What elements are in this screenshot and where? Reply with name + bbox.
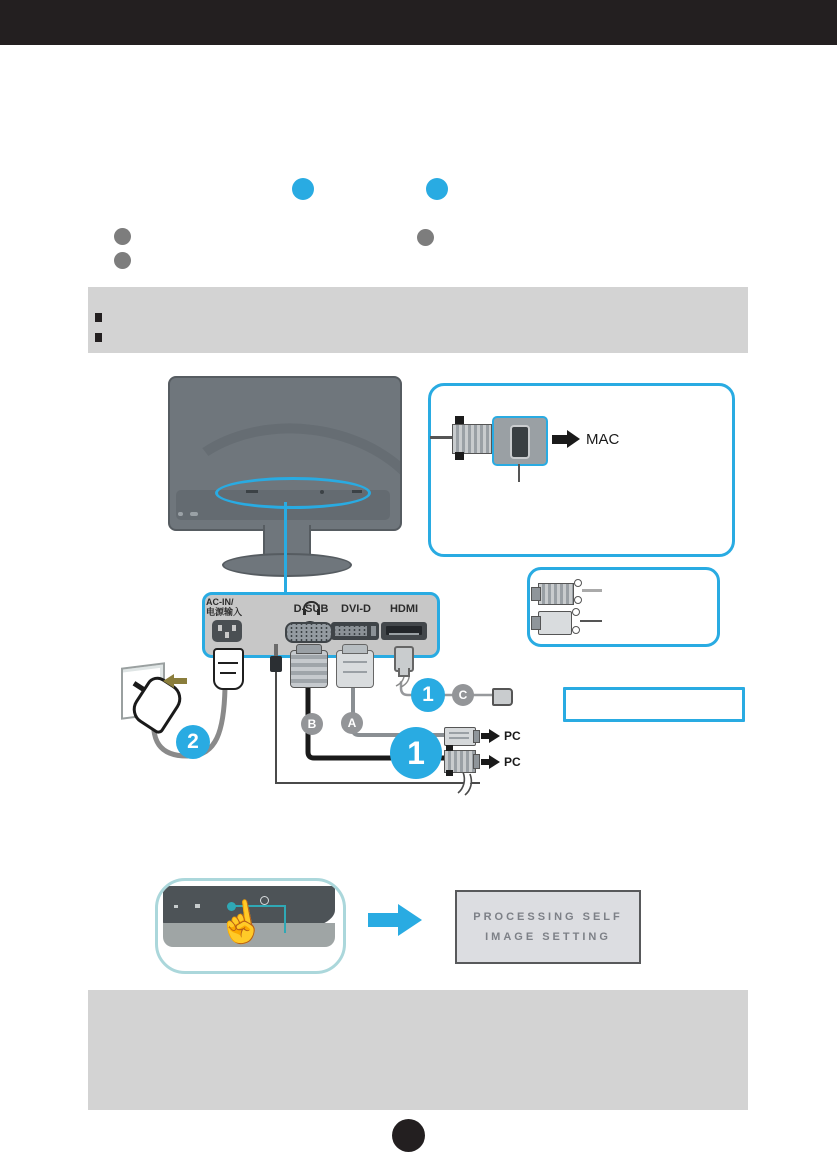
pc-arrow-dvi-rect (481, 733, 490, 739)
port-highlight-ellipse (215, 477, 371, 509)
step-dot-cyan-2 (426, 178, 448, 200)
monitor-button-mark-1 (178, 512, 183, 516)
vga-connector-cable-stub (430, 436, 452, 439)
step-circle-power-text: 2 (187, 730, 199, 753)
cable-tag-a (341, 712, 363, 734)
header-band (0, 0, 837, 45)
mac-adapter-icon (492, 416, 548, 466)
vga-thumbscrew-top (455, 416, 464, 424)
dvi-cable-connector-line (343, 661, 367, 663)
step-circle-power (176, 725, 210, 759)
cable-tag-c (452, 684, 474, 706)
audio-plug-body (270, 656, 282, 672)
pc-label-dsub: PC (504, 755, 521, 769)
hand-icon: ☝ (212, 897, 270, 949)
osd-message-line1: PROCESSING SELF (473, 911, 623, 923)
mac-arrow-rect (552, 435, 567, 444)
mac-label: MAC (586, 431, 620, 448)
dvi-end-tip (473, 730, 480, 743)
unplug-arrow-icon (163, 674, 174, 688)
osd-message-line2: IMAGE SETTING (485, 931, 611, 943)
mac-adapter-leader (518, 464, 520, 482)
cable-tag-b-text: B (307, 717, 317, 731)
power-c13-line2 (220, 672, 236, 674)
hdmi-end-connector (492, 688, 513, 706)
step-circle-hdmi-text: 1 (422, 683, 434, 706)
ac-in-label-line1: AC-IN/ (206, 597, 234, 607)
dvid-label: DVI-D (341, 603, 371, 615)
result-arrow-rect (368, 913, 398, 927)
result-arrow-icon (398, 904, 422, 936)
dvi-cable-connector-flange (342, 644, 368, 654)
note-bullet-2 (95, 333, 102, 342)
dsub-cable-connector (290, 650, 328, 688)
bezel-mark-1 (174, 905, 178, 908)
note-bullet-1 (95, 313, 102, 322)
bullet-dot-gray-3 (417, 229, 434, 246)
step-circle-signal (390, 727, 442, 779)
step-circle-hdmi (411, 678, 445, 712)
dsub-label: D-SUB (293, 603, 329, 615)
bezel-mark-2 (195, 904, 200, 908)
hdmi-label: HDMI (389, 603, 419, 615)
mac-adapter-slot (510, 425, 530, 459)
step-dot-cyan-1 (292, 178, 314, 200)
unplug-arrow-rect (174, 678, 187, 684)
pc-arrow-dvi-icon (489, 729, 500, 743)
dvi-end-line2 (449, 737, 469, 739)
pc-label-dvi: PC (504, 729, 521, 743)
auto-button-line-v (284, 905, 286, 933)
ac-in-label-line2: 电源输入 (206, 607, 243, 617)
hdmi-plug-stem (398, 668, 410, 677)
vga-end-nub-bottom (446, 770, 453, 776)
bullet-dot-gray-1 (114, 228, 131, 245)
dvi-cable-connector (336, 650, 374, 688)
page-number-badge (392, 1119, 425, 1152)
power-c13-line (218, 662, 238, 664)
auto-button-callout (155, 878, 346, 974)
mac-adapter-box (428, 383, 735, 557)
vga-thumbscrew-bottom (455, 452, 464, 460)
pc-arrow-dsub-rect (481, 759, 490, 765)
monitor-button-mark-2 (190, 512, 198, 516)
cable-tag-a-text: A (347, 716, 357, 730)
osd-message-box (455, 890, 641, 964)
bullet-dot-gray-2 (114, 252, 131, 269)
dsub-cable-connector-flange (296, 644, 322, 654)
cable-tag-b (301, 713, 323, 735)
power-c13-connector (213, 648, 244, 690)
step-circle-signal-text: 1 (407, 734, 425, 771)
mac-arrow-icon (567, 430, 580, 448)
cable-tag-c-text: C (458, 688, 468, 702)
pc-arrow-dsub-icon (489, 755, 500, 769)
dvi-end-line (449, 732, 469, 734)
vga-end-nub-top (446, 745, 453, 751)
note-box-bottom (88, 990, 748, 1110)
vga-connector-icon (452, 424, 492, 454)
note-box-top (88, 287, 748, 353)
vga-end-tip (473, 754, 480, 769)
dvi-end-connector (444, 727, 476, 746)
dvi-cable-connector-line2 (343, 671, 367, 673)
